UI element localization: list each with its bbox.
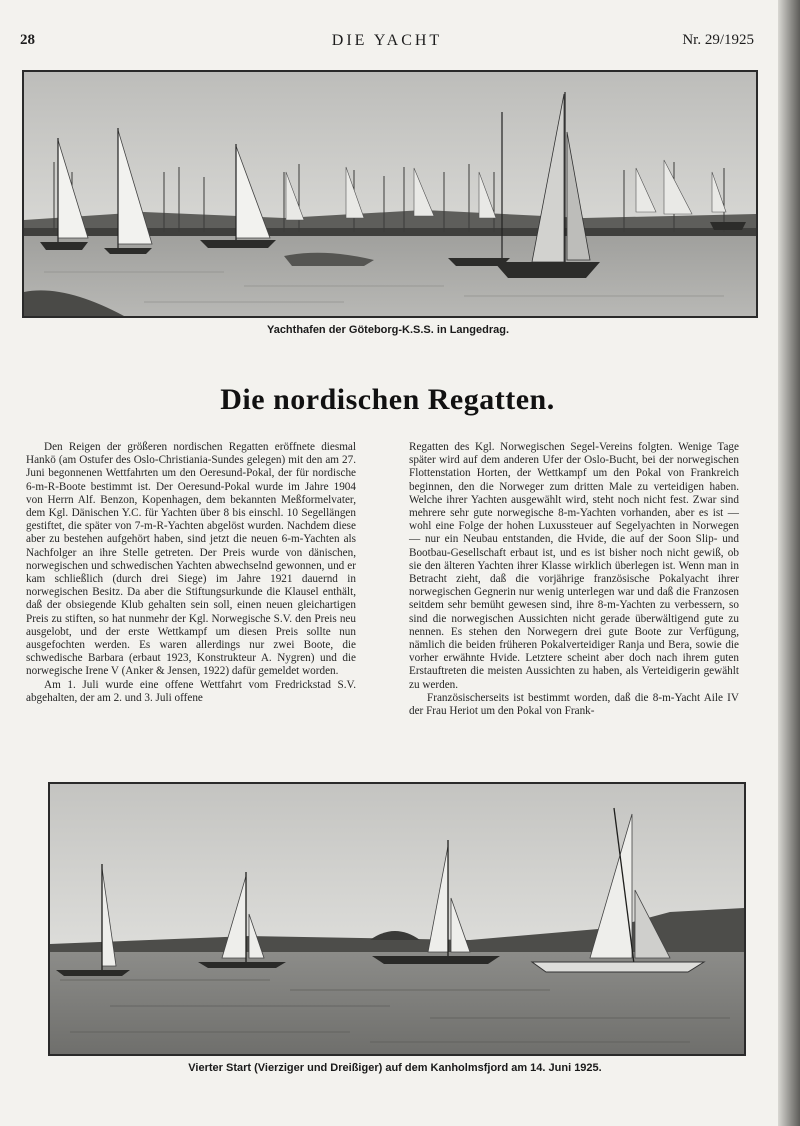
race-start-photo: [48, 782, 746, 1056]
article-paragraph: Regatten des Kgl. Norwegischen Segel-Vereins folgten. Wenige Tage später wird auf dem anderen Ufer der Oslo-Bucht, bei der norwegischen Flottenstation Horten, der Wettkampf um den Pokal von Frankreich beginnen, den die Norweger zum dritten Male zu verteidigen haben. Welche ihrer Yachten ausgewählt wird, steht noch nicht fest. Zwar sind mehrere sehr gute norwegische 8-m-Yachten vorhanden, aber es ist — wohl eine Folge der hohen Luxussteuer auf Segelyachten in Norwegen — nur ein Neubau entstanden, die Hvide, die auf der Soon Slip- und Bootbau-Gesellschaft erbaut ist, und es ist bisher noch nicht gewiß, ob sie den älteren Yachten ihrer Klasse wirklich überlegen ist. Wenn man in Betracht zieht, daß die vorjährige französische Pokalyacht ihrer norwegischen Gegnerin nur wenig unterlegen war und daß die Franzosen seitdem sehr bemüht gewesen sind, ihre 8-m-Yachten zu verbessern, so sind die norwegischen Aussichten nicht gerade überwältigend gute zu nennen. Es stehen den Norwegern drei gute Boote zur Verfügung, nämlich die beiden früheren Pokalverteidiger Ranja und Bera, sowie die vorher erwähnte Hvide. Letztere scheint aber doch nach ihrem guten Erstauftreten die meisten Aussichten zu haben, als Verteidigerin gewählt zu werden.: [409, 441, 739, 691]
article-title: Die nordischen Regatten.: [220, 383, 555, 416]
page-binding-shadow: [778, 0, 800, 1126]
page-number: 28: [20, 32, 35, 48]
magazine-title: DIE YACHT: [331, 32, 443, 49]
article-paragraph: Den Reigen der größeren nordischen Regatten eröffnete diesmal Hankö (am Ostufer des Oslo-Christiania-Sundes gelegen) mit den am 27. Juni begonnenen Wettfahrten um den Oeresund-Pokal, der für nordische 6-m-R-Boote bestimmt ist. Der Oeresund-Pokal wurde im Jahre 1904 von Herrn Alf. Benzon, Kopenhagen, dem bekannten Meßformelvater, dem Kgl. Dänischen Y.C. für Yachten über 8 bis einschl. 10 Segellängen gestiftet, die später von 7-m-R-Yachten abgelöst wurden. Nachdem diese aber zu bestehen aufgehört haben, sind jetzt die neuen 6-m-Yachten als Nachfolger an ihre Stelle getreten. Der Preis wurde von dänischen, norwegischen und schwedischen Yachten abwechselnd gewonnen, und er kam schließlich (durch drei Siege) im Jahre 1921 dauernd in norwegischen Besitz. Da aber die Stiftungsurkunde die Klausel enthält, daß der obsiegende Klub gehalten sein soll, einen neuen gleichartigen Preis zu stiften, so hat nunmehr der Kgl. Norwegische S.V. den Preis neu ausgelobt, und der erste Wettkampf um diesen Preis sollte nun ausgefochten werden. Es waren allerdings nur zwei Boote, die schwedische Barbara (erbaut 1923, Konstrukteur A. Nygren) und die norwegische Irene V (Anker & Jensen, 1922) dafür gemeldet worden.: [26, 441, 356, 678]
issue-number: Nr. 29/1925: [682, 32, 754, 48]
article-column-right: [409, 441, 739, 718]
race-start-photo-caption: Vierter Start (Vierziger und Dreißiger) auf dem Kanholmsfjord am 14. Juni 1925.: [188, 1062, 602, 1074]
article-column-left: [26, 441, 356, 705]
article-paragraph: Am 1. Juli wurde eine offene Wettfahrt vom Fredrickstad S.V. abgehalten, der am 2. und 3. Juli offene: [26, 678, 356, 704]
page-header: [20, 32, 754, 56]
harbour-photo-caption: Yachthafen der Göteborg-K.S.S. in Langedrag.: [266, 324, 510, 336]
article-paragraph: Französischerseits ist bestimmt worden, daß die 8-m-Yacht Aile IV der Frau Heriot um den Pokal von Frank-: [409, 691, 739, 718]
harbour-photo: [22, 70, 758, 318]
